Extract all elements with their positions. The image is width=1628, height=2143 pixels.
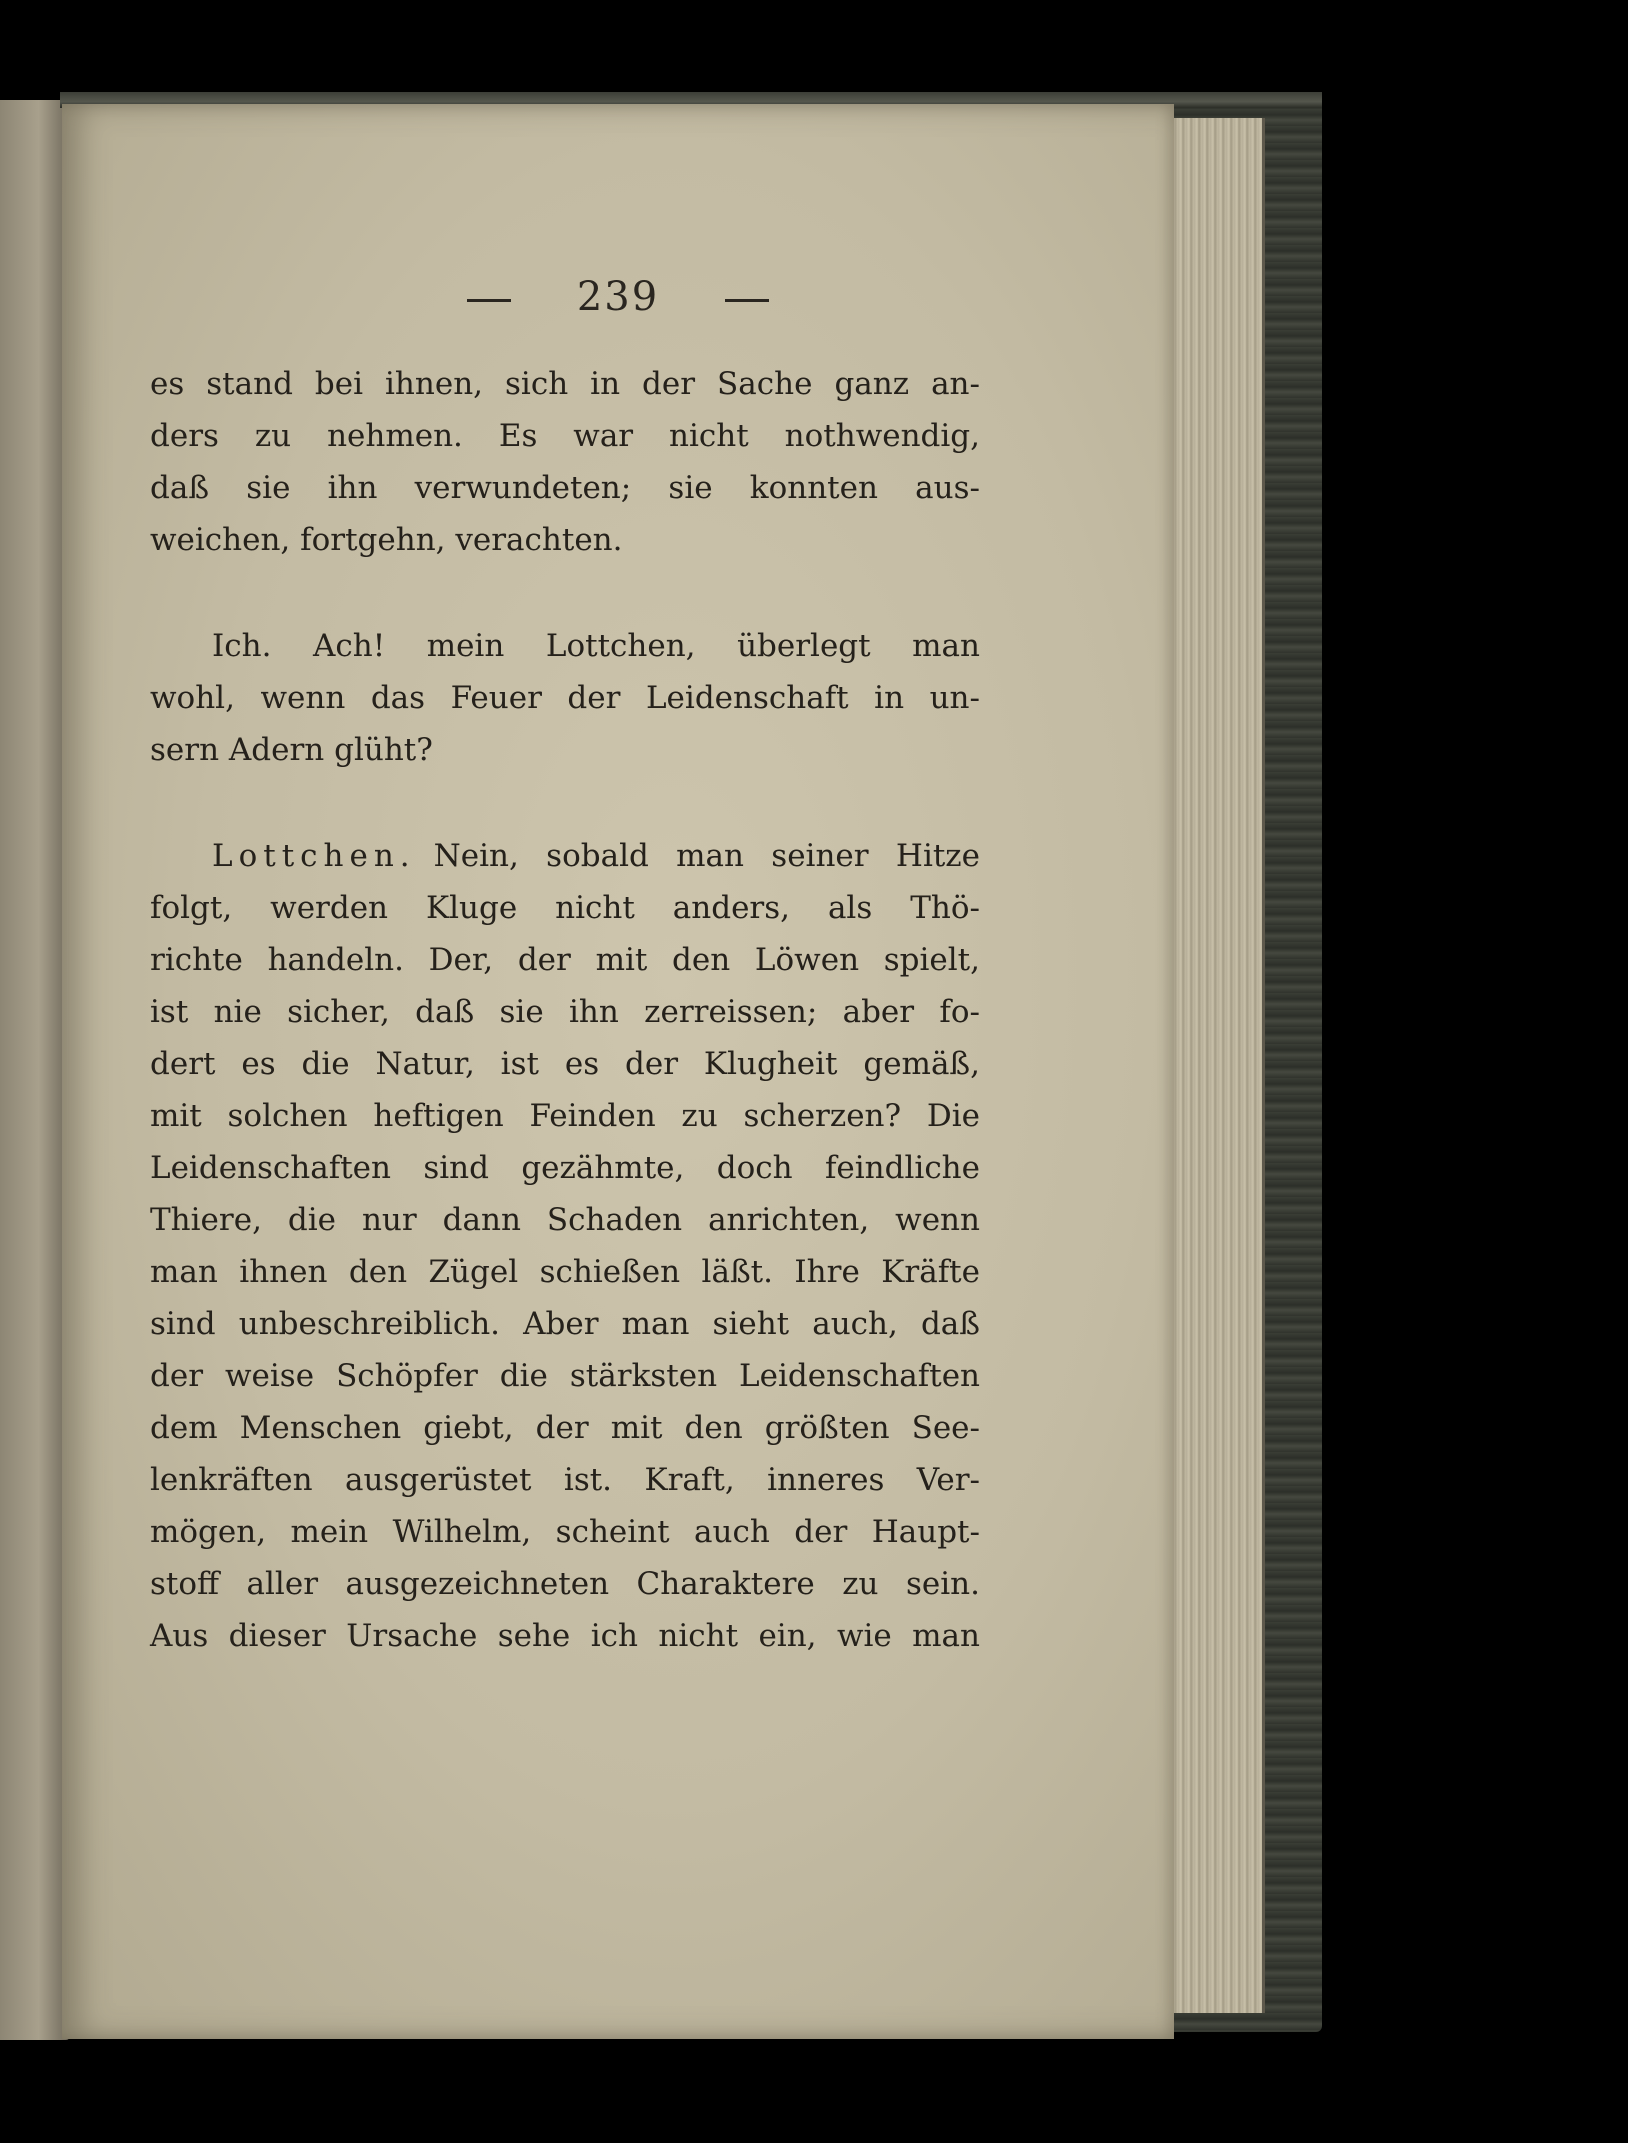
page-text [150, 358, 980, 1662]
left-page-edge [0, 100, 70, 2040]
text-line: Nein, sobald man seiner Hitze [433, 838, 980, 874]
text-line: richte handeln. Der, der mit den Löwen spielt, [150, 942, 980, 978]
text-line: folgt, werden Kluge nicht anders, als Thö- [150, 890, 980, 926]
text-line: mögen, mein Wilhelm, scheint auch der Haupt- [150, 1514, 980, 1550]
text-line: wohl, wenn das Feuer der Leidenschaft in un- [150, 680, 980, 716]
text-line: sind unbeschreiblich. Aber man sieht auch, daß [150, 1306, 980, 1342]
text-line: dert es die Natur, ist es der Klugheit gemäß, [150, 1046, 980, 1082]
text-line: man ihnen den Zügel schießen läßt. Ihre Kräfte [150, 1254, 980, 1290]
text-line: Leidenschaften sind gezähmte, doch feindliche [150, 1150, 980, 1186]
text-line: daß sie ihn verwundeten; sie konnten aus- [150, 470, 980, 506]
text-line: Aus dieser Ursache sehe ich nicht ein, wie man [150, 1618, 980, 1654]
text-line: stoff aller ausgezeichneten Charaktere zu sein. [150, 1566, 980, 1602]
speaker-name: Lottchen. [212, 838, 416, 874]
text-line: Ich. Ach! mein Lottchen, überlegt man [212, 628, 980, 664]
text-line: mit solchen heftigen Feinden zu scherzen? Die [150, 1098, 980, 1134]
page-number: 239 [576, 274, 660, 320]
page-stack-edges [1170, 118, 1265, 2013]
text-line: ders zu nehmen. Es war nicht nothwendig, [150, 418, 980, 454]
text-line-with-speaker [150, 830, 980, 882]
text-line: der weise Schöpfer die stärksten Leidenschaften [150, 1358, 980, 1394]
paragraph-gap [150, 566, 980, 620]
text-line: sern Adern glüht? [150, 732, 433, 768]
page-header [62, 274, 1174, 320]
text-line: weichen, fortgehn, verachten. [150, 522, 623, 558]
text-line: Thiere, die nur dann Schaden anrichten, wenn [150, 1202, 980, 1238]
text-line: ist nie sicher, daß sie ihn zerreissen; aber fo- [150, 994, 980, 1030]
text-line: dem Menschen giebt, der mit den größten See- [150, 1410, 980, 1446]
book-page [62, 104, 1174, 2039]
text-line: lenkräften ausgerüstet ist. Kraft, inneres Ver- [150, 1462, 980, 1498]
paragraph-gap [150, 776, 980, 830]
header-dash-left [467, 299, 511, 302]
text-line: es stand bei ihnen, sich in der Sache ganz an- [150, 366, 980, 402]
header-dash-right [725, 299, 769, 302]
